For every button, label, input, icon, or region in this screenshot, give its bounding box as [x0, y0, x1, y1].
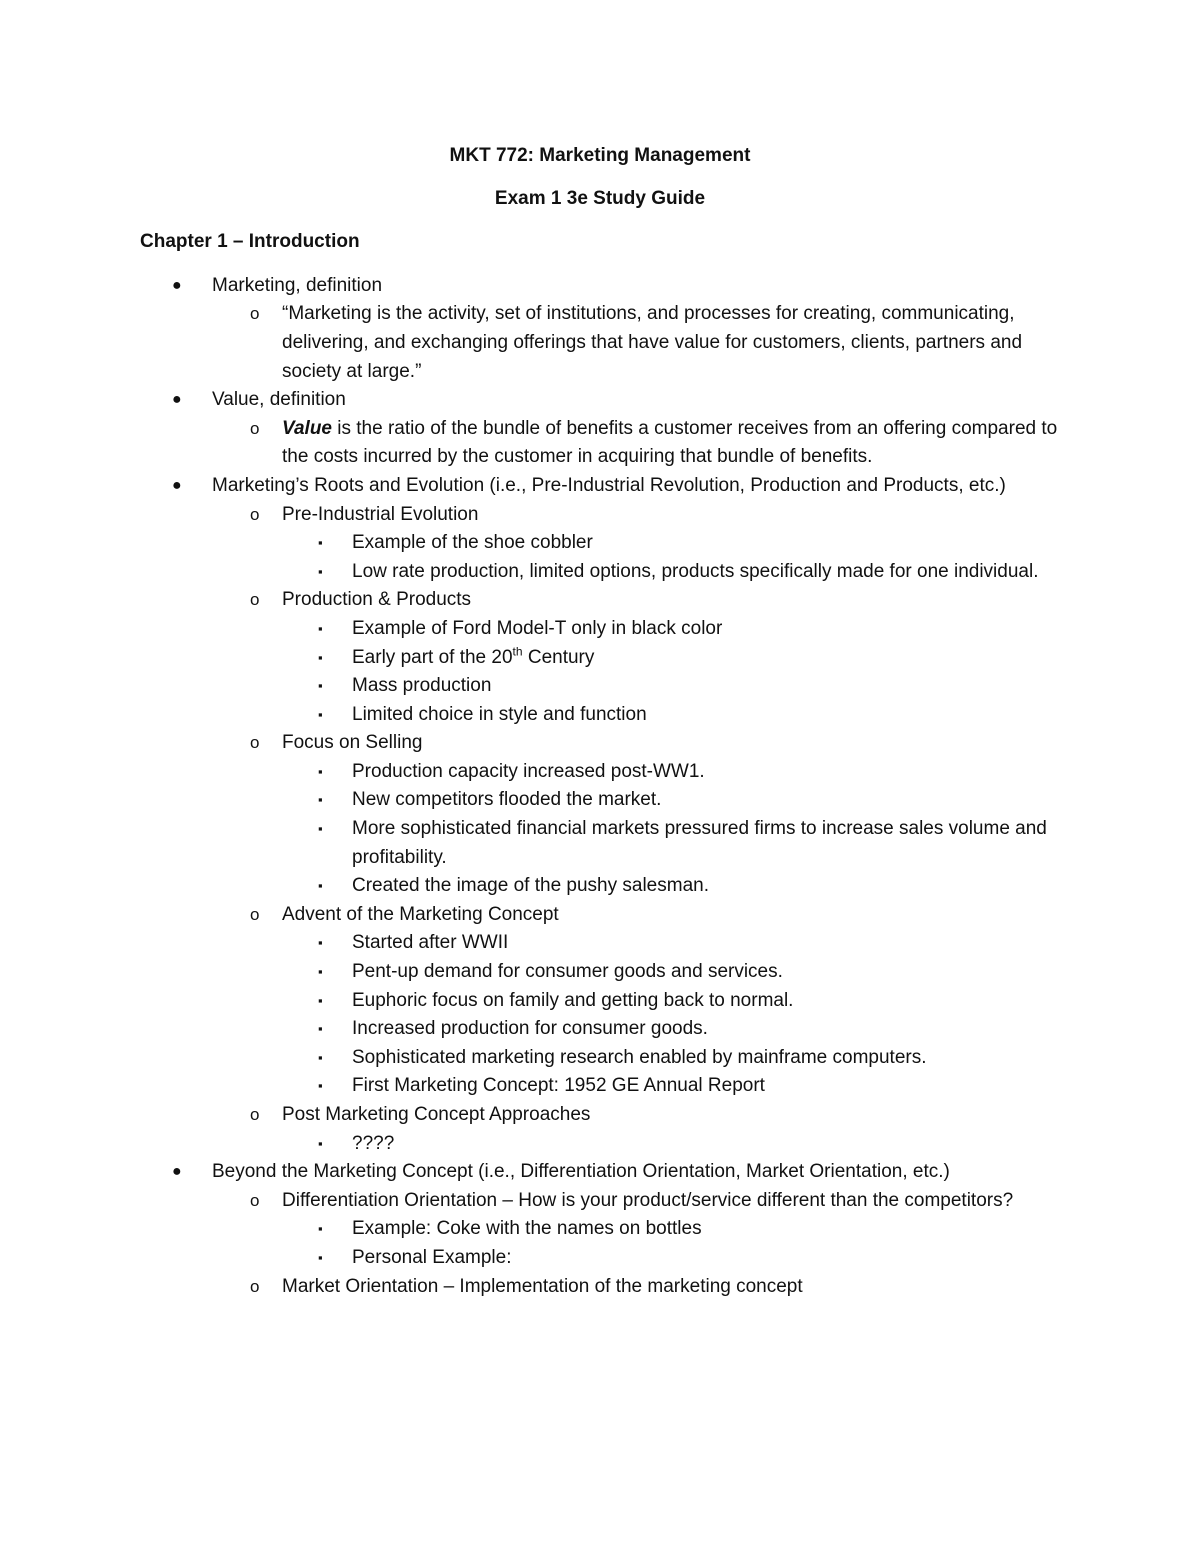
square-bullet-icon: ▪ [318, 1078, 323, 1094]
list-item [140, 300, 1060, 386]
list-item [140, 672, 1060, 701]
item-text: Example: Coke with the names on bottles [352, 1218, 702, 1240]
list-item [140, 758, 1060, 787]
square-bullet-icon: ▪ [318, 535, 323, 551]
list-item [140, 786, 1060, 815]
list-item [140, 1072, 1060, 1101]
list-item [140, 1273, 1060, 1302]
list-item [140, 1044, 1060, 1073]
circle-bullet-icon: o [250, 733, 260, 753]
list-item [140, 586, 1060, 615]
item-text: Limited choice in style and function [352, 703, 647, 725]
square-bullet-icon: ▪ [318, 821, 323, 837]
square-bullet-icon: ▪ [318, 1249, 323, 1265]
list-item [140, 815, 1060, 872]
circle-bullet-icon: o [250, 590, 260, 610]
list-item [140, 529, 1060, 558]
item-text: Post Marketing Concept Approaches [282, 1104, 591, 1125]
list-item [140, 1244, 1060, 1273]
item-text: Created the image of the pushy salesman. [352, 875, 709, 897]
circle-bullet-icon: o [250, 504, 260, 524]
circle-bullet-icon: o [250, 418, 260, 438]
list-item [140, 472, 1060, 501]
square-bullet-icon: ▪ [318, 992, 323, 1008]
document-title: MKT 772: Marketing Management [449, 145, 751, 166]
document-subtitle: Exam 1 3e Study Guide [494, 187, 706, 209]
list-item [140, 501, 1060, 530]
item-text: Example of Ford Model-T only in black color [352, 617, 723, 639]
item-text: First Marketing Concept: 1952 GE Annual Report [352, 1075, 765, 1097]
list-item [140, 729, 1060, 758]
item-text: Marketing’s Roots and Evolution (i.e., Pre-Industrial Revolution, Production and Products, etc.) [212, 474, 1006, 496]
item-text: Production capacity increased post-WW1. [352, 760, 705, 782]
list-item [140, 1130, 1060, 1159]
list-item [140, 1215, 1060, 1244]
item-text: Advent of the Marketing Concept [282, 903, 559, 925]
square-bullet-icon: ▪ [318, 1021, 323, 1037]
chapter-heading: Chapter 1 – Introduction [140, 231, 360, 253]
list-item [140, 929, 1060, 958]
square-bullet-icon: ▪ [318, 620, 323, 636]
list-item [140, 615, 1060, 644]
square-bullet-icon: ▪ [318, 1135, 323, 1151]
square-bullet-icon: ▪ [318, 678, 323, 694]
item-text: Started after WWII [352, 932, 509, 954]
list-item [140, 958, 1060, 987]
square-bullet-icon: ▪ [318, 1049, 323, 1065]
item-text: Pre-Industrial Evolution [282, 503, 479, 525]
list-item [140, 415, 1060, 472]
item-text: Early part of the 20 [352, 646, 513, 668]
square-bullet-icon: ▪ [318, 563, 323, 579]
item-text: ???? [352, 1132, 395, 1154]
item-text: Sophisticated marketing research enabled by mainframe computers. [352, 1046, 927, 1068]
square-bullet-icon: ▪ [318, 935, 323, 951]
item-text: Example of the shoe cobbler [352, 532, 593, 554]
circle-bullet-icon: o [250, 1276, 260, 1296]
item-text: Century [522, 646, 595, 668]
item-text: Marketing, definition [212, 274, 383, 296]
list-item [140, 901, 1060, 930]
square-bullet-icon: ▪ [318, 649, 323, 665]
list-item [140, 386, 1060, 415]
emphasized-term: Value [282, 417, 332, 439]
item-text: Focus on Selling [282, 732, 423, 754]
item-text: Pent-up demand for consumer goods and services. [352, 961, 783, 983]
bullet-icon: ● [172, 276, 182, 294]
item-text: Increased production for consumer goods. [352, 1018, 708, 1040]
item-text: More sophisticated financial markets pressured firms to increase sales volume and profitability. [352, 818, 1047, 868]
bullet-icon: ● [172, 1163, 182, 1181]
item-text: New competitors flooded the market. [352, 789, 662, 811]
item-text: Beyond the Marketing Concept (i.e., Differentiation Orientation, Market Orientation, etc.) [212, 1161, 950, 1183]
item-text: Euphoric focus on family and getting back to normal. [352, 989, 794, 1011]
item-text: Mass production [352, 675, 492, 697]
list-item [140, 1015, 1060, 1044]
item-text: Differentiation Orientation – How is your product/service different than the competitors? [282, 1189, 1014, 1211]
item-text: Low rate production, limited options, products specifically made for one individual. [352, 560, 1039, 582]
item-text: Production & Products [282, 589, 472, 611]
list-item [140, 701, 1060, 730]
square-bullet-icon: ▪ [318, 706, 323, 722]
list-item [140, 644, 1060, 673]
square-bullet-icon: ▪ [318, 878, 323, 894]
square-bullet-icon: ▪ [318, 1221, 323, 1237]
item-text: Personal Example: [352, 1246, 512, 1268]
circle-bullet-icon: o [250, 1190, 260, 1210]
outline-list [140, 272, 1060, 1301]
list-item [140, 1101, 1060, 1130]
list-item [140, 872, 1060, 901]
item-text: Value, definition [212, 389, 346, 411]
bullet-icon: ● [172, 476, 182, 494]
superscript: th [512, 644, 523, 659]
circle-bullet-icon: o [250, 304, 260, 324]
bullet-icon: ● [172, 391, 182, 409]
item-text: Market Orientation – Implementation of the marketing concept [282, 1275, 803, 1297]
item-text: is the ratio of the bundle of benefits a customer receives from an offering compared to the costs incurred by the customer in acquiring that bundle of benefits. [282, 417, 1058, 468]
square-bullet-icon: ▪ [318, 792, 323, 808]
circle-bullet-icon: o [250, 904, 260, 924]
square-bullet-icon: ▪ [318, 964, 323, 980]
list-item [140, 272, 1060, 301]
item-text: “Marketing is the activity, set of institutions, and processes for creating, communicating, delivering, and exchanging offerings that have value for customers, clients, partners and society at large.” [282, 303, 1023, 382]
circle-bullet-icon: o [250, 1105, 260, 1124]
list-item [140, 1187, 1060, 1216]
list-item [140, 987, 1060, 1016]
list-item [140, 1158, 1060, 1187]
list-item [140, 558, 1060, 587]
square-bullet-icon: ▪ [318, 763, 323, 779]
